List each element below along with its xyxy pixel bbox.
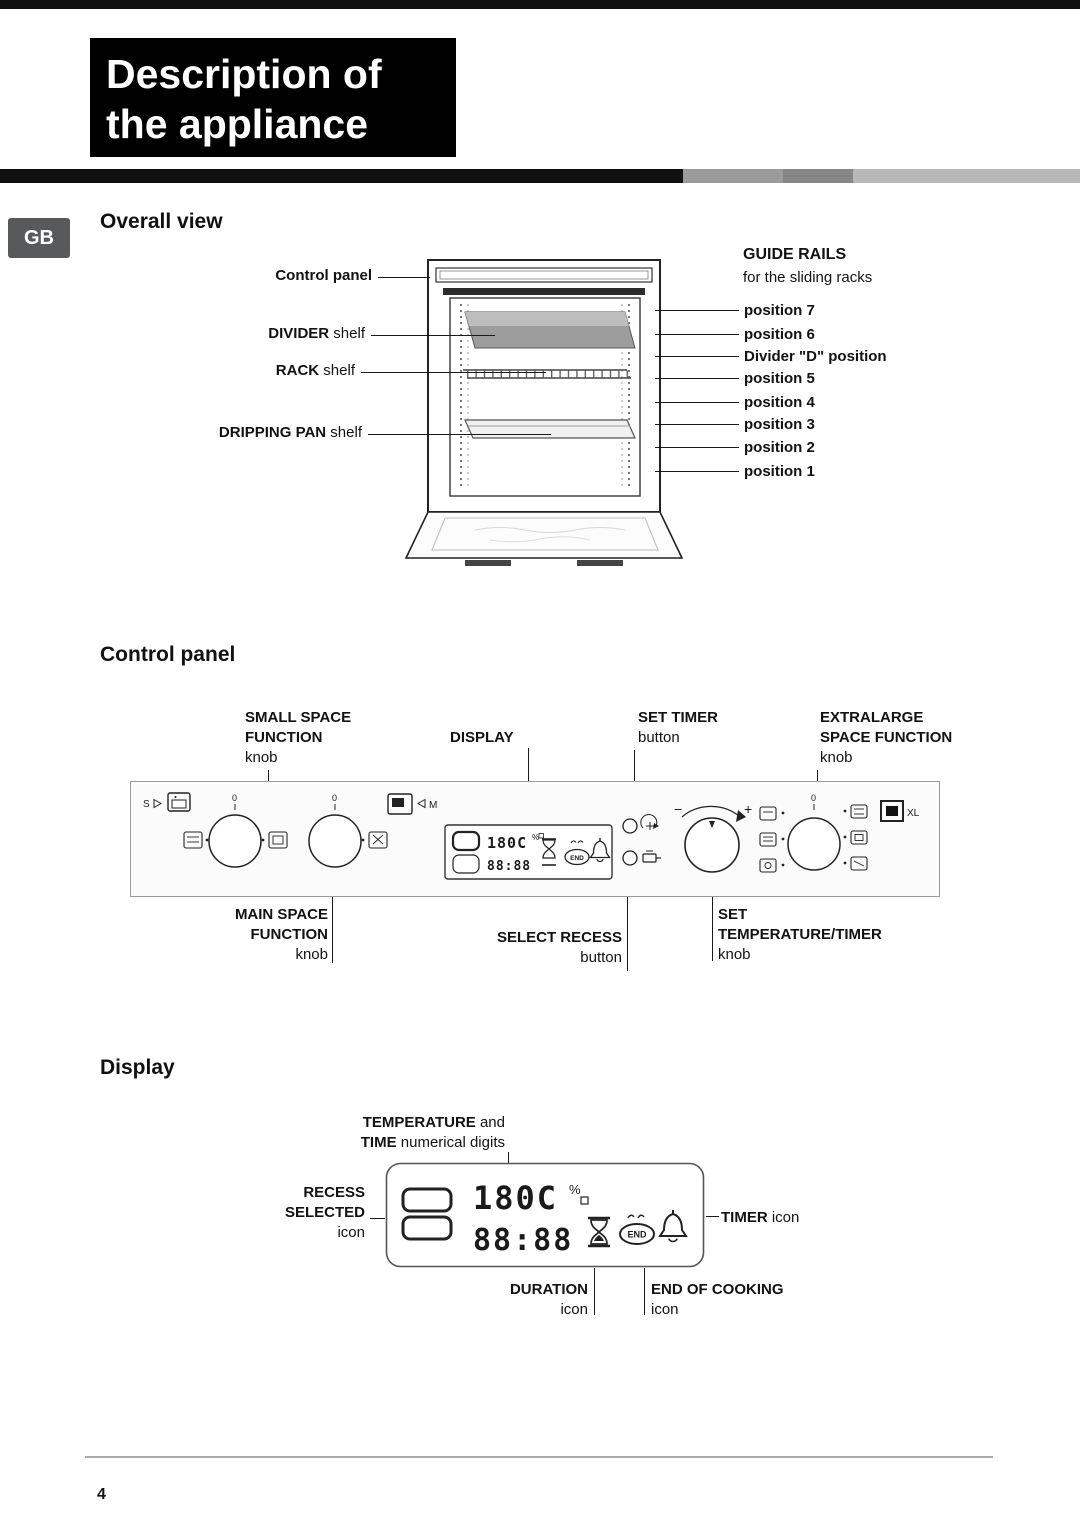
control-panel-heading: Control panel bbox=[100, 643, 236, 666]
display-diagram bbox=[385, 1162, 705, 1268]
page-title-line2: the appliance bbox=[106, 101, 369, 147]
connector-line bbox=[627, 897, 628, 971]
svg-text:−: − bbox=[674, 801, 683, 817]
connector-line bbox=[594, 1268, 595, 1315]
label-set-timer-button: SET TIMER button bbox=[638, 709, 719, 746]
label-divider-shelf: DIVIDER shelf bbox=[268, 325, 365, 342]
svg-text:0: 0 bbox=[232, 793, 238, 803]
label-position-2: position 2 bbox=[744, 439, 815, 456]
svg-text:180C: 180C bbox=[473, 1179, 559, 1217]
connector-line bbox=[368, 434, 551, 435]
label-position-7: position 7 bbox=[744, 302, 815, 319]
language-badge: GB bbox=[8, 218, 70, 258]
separator-bar-black bbox=[0, 169, 683, 183]
connector-line bbox=[378, 277, 430, 278]
label-select-recess-button: SELECT RECESS button bbox=[496, 929, 622, 966]
connector-line bbox=[528, 748, 529, 781]
label-position-1: position 1 bbox=[744, 463, 815, 480]
display-heading: Display bbox=[100, 1056, 175, 1079]
label-rack-shelf: RACK shelf bbox=[275, 362, 355, 379]
label-main-space-function-knob: MAIN SPACE FUNCTION knob bbox=[234, 906, 328, 963]
connector-line bbox=[655, 310, 739, 311]
connector-line bbox=[706, 1216, 719, 1217]
page-number: 4 bbox=[97, 1486, 106, 1503]
svg-text:%: % bbox=[532, 833, 540, 842]
label-position-5: position 5 bbox=[744, 370, 815, 387]
label-set-temperature-timer-knob: SET TEMPERATURE/TIMER knob bbox=[718, 906, 882, 963]
label-position-4: position 4 bbox=[744, 394, 815, 411]
separator-bar-gray2 bbox=[783, 169, 853, 183]
connector-line bbox=[371, 335, 495, 336]
svg-text:S: S bbox=[143, 799, 150, 810]
label-duration-icon: DURATION icon bbox=[509, 1281, 588, 1318]
svg-text:88:88: 88:88 bbox=[487, 859, 532, 874]
connector-line bbox=[634, 750, 635, 781]
connector-line bbox=[655, 378, 739, 379]
label-dripping-pan-shelf: DRIPPING PAN shelf bbox=[218, 424, 362, 441]
label-control-panel: Control panel bbox=[275, 267, 372, 284]
label-position-6: position 6 bbox=[744, 326, 815, 343]
divider-shelf bbox=[465, 312, 635, 348]
oven-door bbox=[406, 512, 682, 566]
connector-line bbox=[332, 897, 333, 963]
connector-line bbox=[655, 447, 739, 448]
guide-rails-title: GUIDE RAILS bbox=[743, 246, 847, 263]
label-end-of-cooking-icon: END OF COOKING icon bbox=[651, 1281, 784, 1318]
svg-text:END: END bbox=[627, 1229, 647, 1240]
connector-line bbox=[655, 471, 739, 472]
oven-diagram bbox=[405, 252, 705, 572]
title-block bbox=[90, 38, 456, 157]
display-unit bbox=[445, 825, 612, 879]
svg-text:END: END bbox=[570, 855, 584, 862]
connector-line bbox=[655, 424, 739, 425]
connector-line bbox=[655, 334, 739, 335]
label-extralarge-space-function-knob: EXTRALARGE SPACE FUNCTION knob bbox=[820, 709, 953, 766]
control-panel-diagram bbox=[130, 781, 940, 897]
top-rule bbox=[0, 0, 1080, 9]
overall-view-heading: Overall view bbox=[100, 210, 223, 233]
connector-line bbox=[817, 770, 818, 781]
separator-bar-gray3 bbox=[853, 169, 1080, 183]
label-divider-d-position: Divider "D" position bbox=[744, 348, 887, 365]
svg-text:%: % bbox=[569, 1182, 581, 1197]
connector-line bbox=[370, 1218, 385, 1219]
connector-line bbox=[655, 356, 739, 357]
dripping-pan-shelf bbox=[465, 420, 635, 438]
connector-line bbox=[712, 897, 713, 961]
label-temperature-time-digits: TEMPERATURE and TIME numerical digits bbox=[360, 1114, 505, 1151]
svg-text:+: + bbox=[744, 801, 753, 817]
label-small-space-function-knob: SMALL SPACE FUNCTION knob bbox=[245, 709, 352, 766]
label-timer-icon: TIMER icon bbox=[721, 1209, 800, 1226]
svg-text:M: M bbox=[429, 800, 438, 811]
label-display: DISPLAY bbox=[450, 729, 514, 746]
guide-rails-subtitle: for the sliding racks bbox=[743, 269, 873, 286]
svg-text:88:88: 88:88 bbox=[473, 1223, 574, 1258]
page-title-line1: Description of bbox=[106, 51, 382, 97]
oven-control-strip bbox=[436, 268, 652, 282]
footer-rule bbox=[85, 1456, 993, 1458]
svg-text:0: 0 bbox=[811, 793, 817, 803]
label-recess-selected-icon: RECESS SELECTED icon bbox=[285, 1184, 366, 1241]
separator-bar-gray1 bbox=[683, 169, 783, 183]
connector-line bbox=[655, 402, 739, 403]
connector-line bbox=[644, 1268, 645, 1315]
svg-text:XL: XL bbox=[907, 808, 920, 819]
time-digits bbox=[473, 1223, 573, 1258]
svg-text:180C: 180C bbox=[487, 834, 528, 852]
connector-line bbox=[268, 770, 269, 781]
svg-text:0: 0 bbox=[332, 793, 338, 803]
label-position-3: position 3 bbox=[744, 416, 815, 433]
connector-line bbox=[361, 372, 546, 373]
